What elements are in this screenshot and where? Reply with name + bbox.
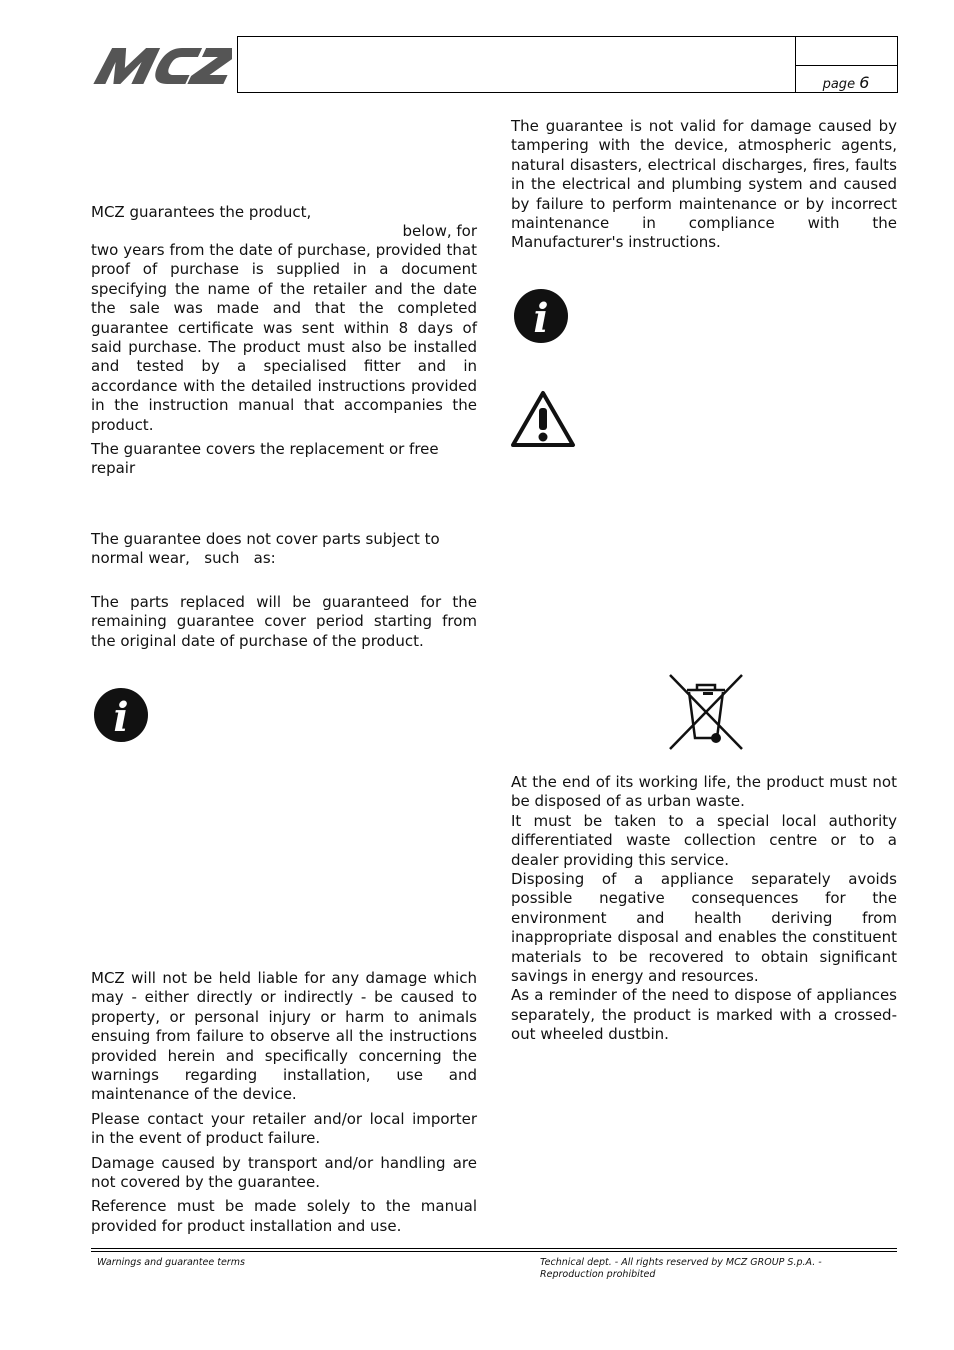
guarantee-intro-below: below, for	[402, 222, 477, 240]
separate-disposal-text: Disposing of a appliance separately avoids possible negative consequences for the environment and health deriving from inappropriate disposal and enables the constituent materials to be recovered to obtain significant savings in energy and resources.	[511, 870, 897, 986]
footer-rule-2	[91, 1251, 897, 1252]
guarantee-exclusions-text: The guarantee does not cover parts subject to normal wear, such as:	[91, 530, 445, 568]
page-number: 6	[859, 73, 870, 92]
header-box	[237, 36, 898, 93]
left-block-1	[91, 241, 477, 484]
header-cell-divider	[795, 65, 897, 66]
guarantee-invalid-text: The guarantee is not valid for damage caused by tampering with the device, atmospheric agents, natural disasters, electrical discharges, fires, faults in the electrical and plumbing system and caused by failure to perform maintenance or by incorrect maintenance in compliance with the Manufacturer's instructions.	[511, 117, 897, 252]
transport-damage-text: Damage caused by transport and/or handling are not covered by the guarantee.	[91, 1153, 477, 1192]
left-block-2	[91, 530, 477, 574]
guarantee-covers-text: The guarantee covers the replacement or free repair	[91, 440, 439, 478]
left-block-4	[91, 969, 477, 1241]
footer-right-text: Technical dept. - All rights reserved by MCZ GROUP S.p.A. - Reproduction prohibited	[540, 1257, 822, 1280]
svg-text:i: i	[113, 694, 129, 741]
footer-left-text: Warnings and guarantee terms	[97, 1257, 245, 1268]
right-block-2	[511, 773, 897, 1045]
manual-reference-text: Reference must be made solely to the manual provided for product installation and use.	[91, 1197, 477, 1235]
collection-centre-text: It must be taken to a special local authority differentiated waste collection centre or to a dealer providing this service.	[511, 811, 897, 869]
page-indicator	[795, 73, 897, 92]
page-label: page	[822, 77, 856, 92]
left-block-3	[91, 593, 477, 656]
mcz-logo	[92, 44, 232, 88]
info-icon	[93, 687, 149, 743]
dustbin-reminder-text: As a reminder of the need to dispose of appliances separately, the product is marked with a crossed-out wheeled dustbin.	[511, 986, 897, 1044]
crossed-out-bin-icon	[667, 672, 745, 752]
left-p1-below	[91, 222, 477, 241]
contact-retailer-text: Please contact your retailer and/or local importer in the event of product failure.	[91, 1109, 477, 1148]
svg-text:i: i	[533, 295, 549, 342]
info-icon	[513, 288, 569, 344]
replaced-parts-text: The parts replaced will be guaranteed for the remaining guarantee cover period starting from the original date of purchase of the product.	[91, 593, 477, 650]
liability-text: MCZ will not be held liable for any damage which may - either directly or indirectly - be caused to property, or personal injury or harm to animals ensuing from failure to observe all the instructions provided herein and specifically concerning the warnings regarding installation, use and maintenance of the device.	[91, 969, 477, 1104]
guarantee-intro-text: MCZ guarantees the product,	[91, 203, 312, 221]
right-block-1	[511, 117, 897, 258]
warning-icon	[510, 390, 576, 448]
disposal-text: At the end of its working life, the product must not be disposed of as urban waste.	[511, 773, 897, 811]
left-p1-start	[91, 203, 477, 222]
footer-rule	[91, 1248, 897, 1249]
guarantee-conditions-text: two years from the date of purchase, provided that proof of purchase is supplied in a document specifying the name of the retailer and the date the sale was made and that the completed guarantee certificate was sent within 8 days of said purchase. The product must also be installed and tested by a specialised fitter and in accordance with the detailed instructions provided in the instruction manual that accompanies the product.	[91, 241, 477, 434]
